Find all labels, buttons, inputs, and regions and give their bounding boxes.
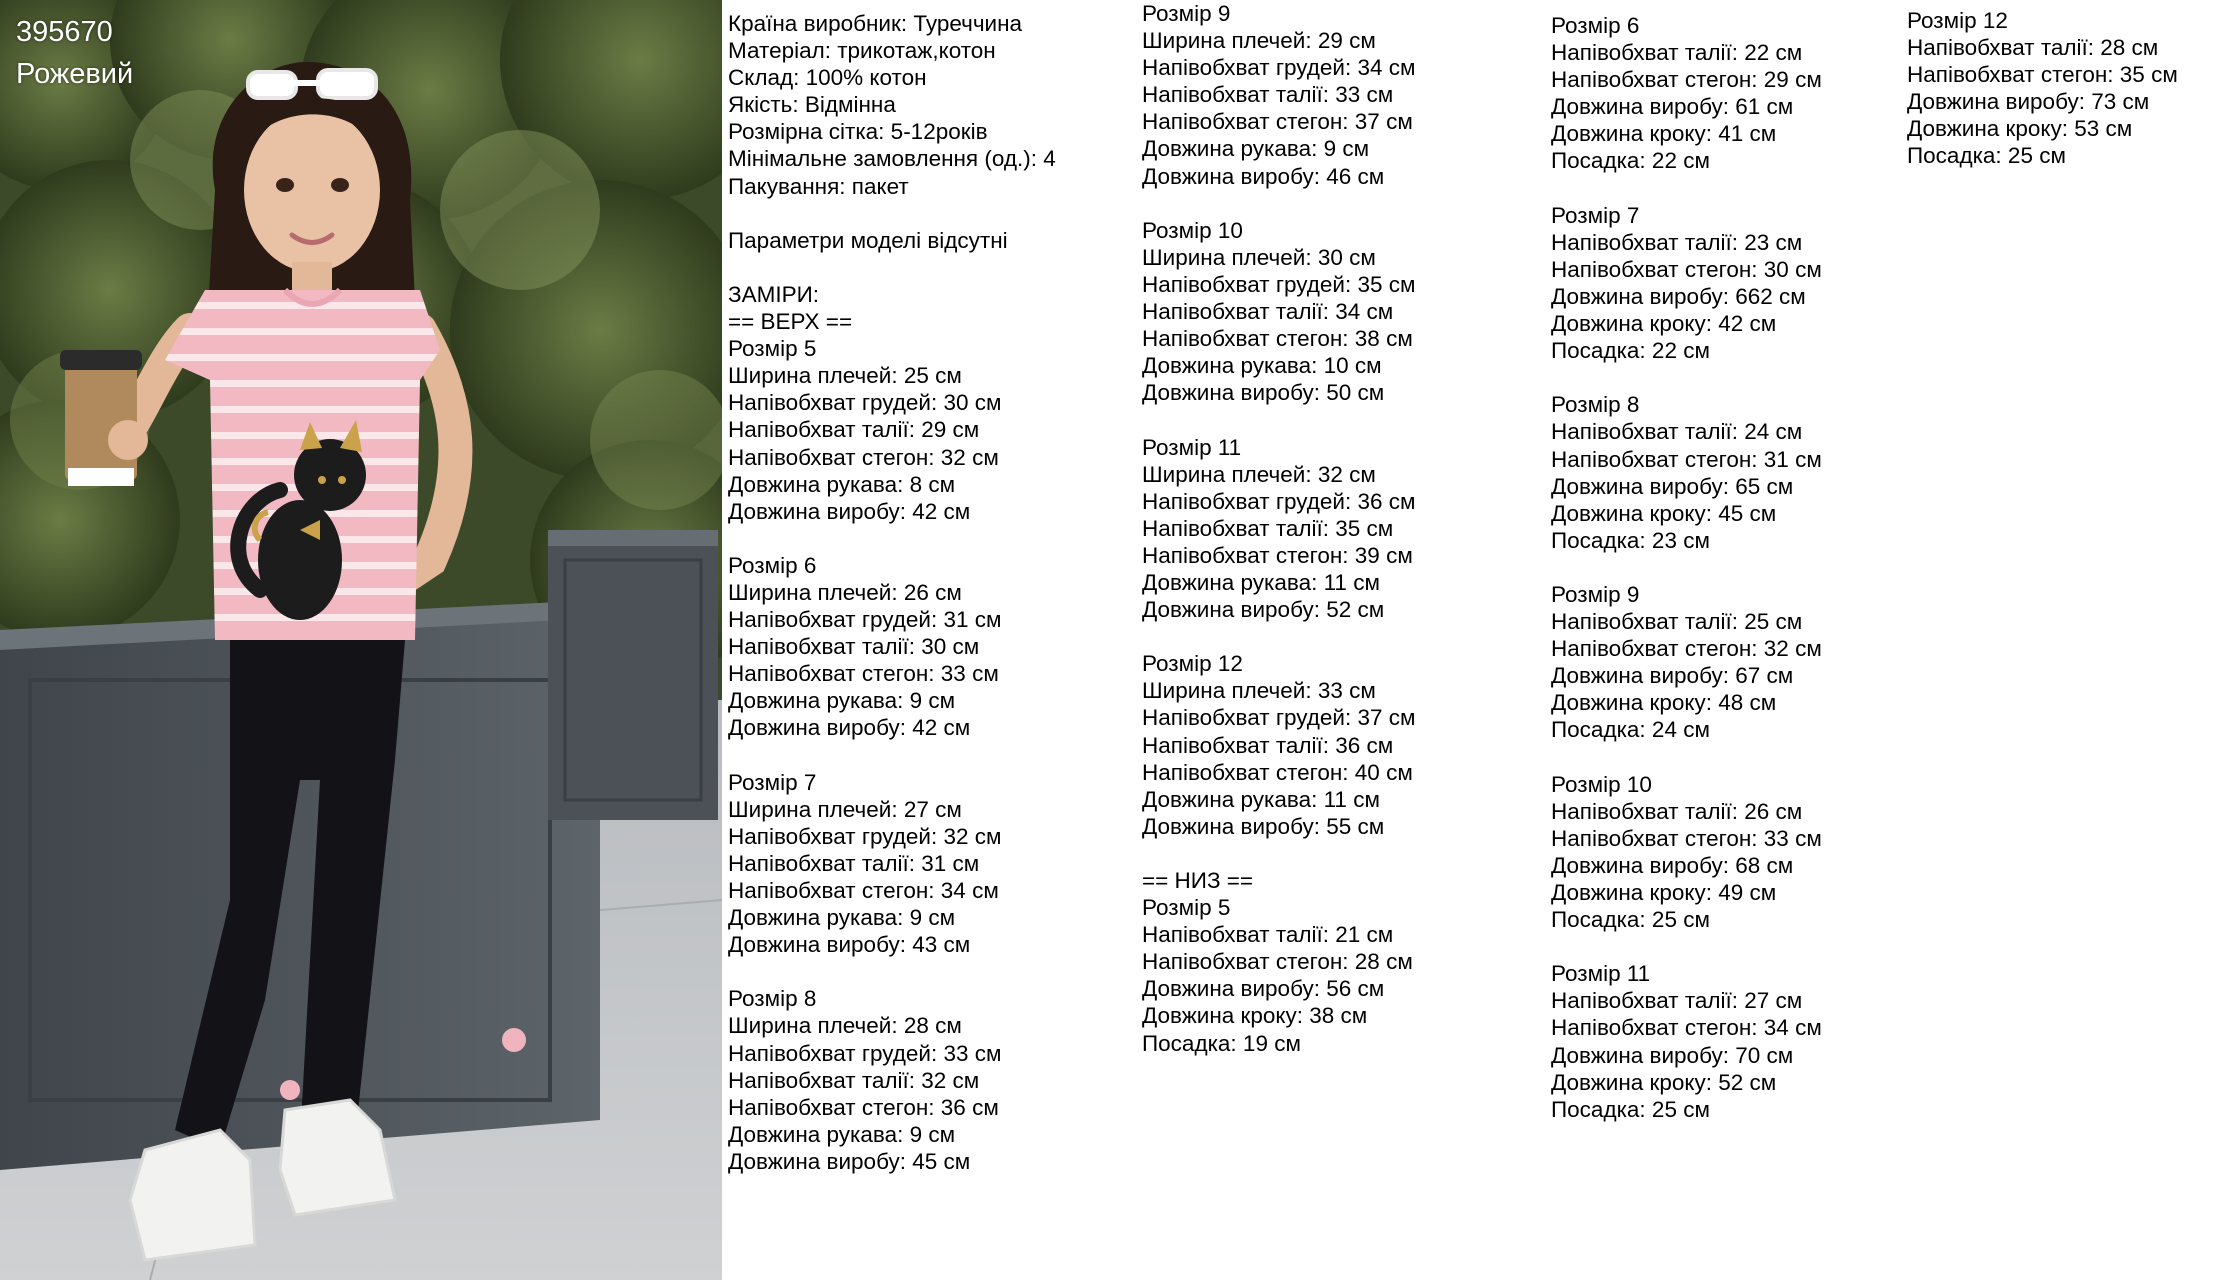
text-line: Напівобхват талії: 31 см: [728, 850, 980, 876]
text-line: Довжина рукава: 11 см: [1142, 786, 1380, 812]
text-line: Посадка: 24 см: [1551, 717, 1710, 743]
text-line: Розмір 5: [1142, 895, 1231, 921]
text-line: Ширина плечей: 27 см: [728, 796, 962, 822]
text-line: Розмір 9: [1551, 581, 1640, 607]
text-line: Довжина рукава: 9 см: [728, 905, 956, 931]
blank-line: [728, 958, 1056, 985]
text-line: Розмір 9: [1142, 1, 1231, 26]
text-line: Довжина рукава: 9 см: [1142, 136, 1370, 162]
text-line: Напівобхват стегон: 39 см: [1142, 542, 1413, 568]
text-line: Матеріал: трикотаж,котон: [728, 38, 996, 64]
text-line: Напівобхват талії: 21 см: [1142, 922, 1394, 948]
text-line: Довжина виробу: 42 см: [728, 498, 971, 524]
text-line: == НИЗ ==: [1142, 868, 1254, 893]
text-line: Розмір 12: [1142, 651, 1243, 677]
blank-line: [1551, 933, 1822, 960]
text-line: Довжина виробу: 43 см: [728, 932, 971, 958]
text-line: Напівобхват стегон: 28 см: [1142, 949, 1413, 975]
text-line: Напівобхват грудей: 34 см: [1142, 55, 1416, 81]
text-line: Ширина плечей: 25 см: [728, 363, 962, 389]
text-line: Довжина виробу: 61 см: [1551, 94, 1794, 120]
text-line: Розмір 5: [728, 336, 817, 362]
text-line: Розмір 7: [728, 769, 817, 795]
text-line: Розмір 12: [1907, 8, 2008, 33]
text-line: Довжина кроку: 42 см: [1551, 311, 1777, 337]
blank-line: [1551, 744, 1822, 771]
text-line: Склад: 100% котон: [728, 65, 927, 91]
text-line: Напівобхват талії: 27 см: [1551, 988, 1803, 1014]
blank-line: [1551, 554, 1822, 581]
text-line: Ширина плечей: 32 см: [1142, 461, 1376, 487]
text-line: Напівобхват талії: 33 см: [1142, 82, 1394, 108]
text-line: Країна виробник: Туреччина: [728, 11, 1023, 36]
text-line: Довжина виробу: 662 см: [1551, 283, 1806, 309]
blank-line: [728, 254, 1056, 281]
text-line: Напівобхват талії: 23 см: [1551, 229, 1803, 255]
text-line: Довжина кроку: 49 см: [1551, 880, 1777, 905]
text-line: Напівобхват грудей: 35 см: [1142, 271, 1416, 297]
text-line: Розмір 10: [1551, 771, 1652, 797]
text-line: Напівобхват грудей: 37 см: [1142, 705, 1416, 731]
text-line: Напівобхват талії: 34 см: [1142, 299, 1394, 325]
text-line: Ширина плечей: 33 см: [1142, 678, 1376, 704]
text-line: Довжина рукава: 9 см: [728, 688, 956, 714]
text-line: Пакування: пакет: [728, 173, 909, 199]
text-line: Ширина плечей: 29 см: [1142, 28, 1376, 54]
text-line: Напівобхват грудей: 32 см: [728, 823, 1002, 849]
text-line: Довжина виробу: 65 см: [1551, 473, 1794, 499]
text-line: Довжина виробу: 70 см: [1551, 1042, 1794, 1068]
text-line: == ВЕРХ ==: [728, 309, 853, 335]
text-line: Напівобхват грудей: 30 см: [728, 390, 1002, 416]
text-line: Розмір 8: [728, 986, 817, 1012]
text-line: Довжина кроку: 38 см: [1142, 1003, 1368, 1029]
text-line: Посадка: 22 см: [1551, 338, 1710, 364]
text-line: Довжина рукава: 11 см: [1142, 569, 1380, 595]
blank-line: [728, 200, 1056, 227]
measurements-column-2: [1142, 0, 1416, 1057]
text-line: Довжина рукава: 10 см: [1142, 353, 1382, 379]
blank-line: [728, 742, 1056, 769]
text-line: Напівобхват талії: 24 см: [1551, 419, 1803, 445]
text-line: Посадка: 23 см: [1551, 527, 1710, 553]
blank-line: [1142, 623, 1416, 650]
text-line: Довжина виробу: 67 см: [1551, 663, 1794, 689]
blank-line: [728, 525, 1056, 552]
text-line: Довжина рукава: 8 см: [728, 471, 956, 497]
text-line: Напівобхват грудей: 31 см: [728, 607, 1002, 633]
text-line: Довжина рукава: 9 см: [728, 1121, 956, 1147]
text-line: Розмір 11: [1142, 434, 1242, 460]
text-line: Напівобхват стегон: 38 см: [1142, 326, 1413, 352]
text-line: Напівобхват талії: 22 см: [1551, 40, 1803, 66]
text-line: Довжина виробу: 55 см: [1142, 813, 1385, 839]
text-line: Посадка: 19 см: [1142, 1030, 1301, 1056]
text-line: Посадка: 25 см: [1907, 143, 2066, 169]
text-line: Напівобхват стегон: 32 см: [1551, 636, 1822, 662]
text-line: Довжина виробу: 45 см: [728, 1148, 971, 1174]
text-line: Напівобхват стегон: 36 см: [728, 1094, 999, 1120]
text-line: Напівобхват стегон: 37 см: [1142, 109, 1413, 135]
text-line: Напівобхват стегон: 40 см: [1142, 759, 1413, 785]
blank-line: [1142, 840, 1416, 867]
text-line: Напівобхват грудей: 33 см: [728, 1040, 1002, 1066]
text-line: Ширина плечей: 30 см: [1142, 244, 1376, 270]
blank-line: [1142, 406, 1416, 433]
text-line: Розмір 10: [1142, 217, 1243, 243]
text-line: Напівобхват стегон: 30 см: [1551, 256, 1822, 282]
text-line: Довжина виробу: 73 см: [1907, 89, 2150, 115]
text-line: Посадка: 25 см: [1551, 1096, 1710, 1122]
text-line: Напівобхват стегон: 34 см: [728, 878, 999, 903]
blank-line: [1551, 364, 1822, 391]
text-line: Напівобхват талії: 28 см: [1907, 35, 2159, 61]
text-line: Напівобхват стегон: 32 см: [728, 444, 999, 470]
text-line: Довжина кроку: 52 см: [1551, 1069, 1777, 1095]
text-line: Розмір 6: [728, 552, 817, 578]
text-line: Параметри моделі відсутні: [728, 227, 1008, 253]
coffee-cup: [60, 350, 148, 486]
product-photo: [0, 0, 722, 1280]
text-line: Довжина кроку: 53 см: [1907, 116, 2133, 142]
text-line: ЗАМІРИ:: [728, 281, 820, 307]
planter-right: [548, 530, 718, 820]
text-line: Напівобхват талії: 35 см: [1142, 515, 1394, 541]
text-line: Довжина виробу: 50 см: [1142, 380, 1385, 406]
measurements-column-4: [1907, 7, 2178, 170]
text-line: Розмір 11: [1551, 961, 1651, 987]
blank-line: [1551, 175, 1822, 202]
text-line: Довжина виробу: 56 см: [1142, 976, 1385, 1002]
text-line: Якість: Відмінна: [728, 92, 896, 118]
text-line: Довжина виробу: 42 см: [728, 715, 971, 741]
text-line: Напівобхват талії: 26 см: [1551, 798, 1803, 824]
text-line: Напівобхват стегон: 33 см: [728, 661, 999, 687]
text-line: Довжина кроку: 48 см: [1551, 690, 1777, 716]
text-line: Посадка: 25 см: [1551, 907, 1710, 933]
text-line: Напівобхват талії: 32 см: [728, 1067, 980, 1093]
text-line: Напівобхват талії: 36 см: [1142, 732, 1394, 758]
text-line: Ширина плечей: 26 см: [728, 579, 962, 605]
text-line: Мінімальне замовлення (од.): 4: [728, 146, 1056, 172]
text-line: Довжина кроку: 41 см: [1551, 121, 1777, 147]
measurements-column-3: [1551, 12, 1822, 1123]
product-color-name: Рожевий: [16, 58, 134, 90]
text-line: Напівобхват стегон: 34 см: [1551, 1015, 1822, 1041]
text-line: Напівобхват стегон: 29 см: [1551, 67, 1822, 93]
text-line: Довжина виробу: 46 см: [1142, 163, 1385, 189]
text-line: Напівобхват талії: 30 см: [728, 634, 980, 660]
text-line: Розмір 8: [1551, 392, 1640, 418]
text-line: Розмір 7: [1551, 202, 1640, 228]
text-line: Напівобхват стегон: 31 см: [1551, 446, 1822, 472]
text-line: Розмірна сітка: 5-12років: [728, 119, 988, 145]
text-line: Розмір 6: [1551, 13, 1640, 38]
text-line: Ширина плечей: 28 см: [728, 1013, 962, 1039]
product-info-column: [728, 10, 1056, 1175]
text-line: Напівобхват талії: 25 см: [1551, 609, 1803, 635]
text-line: Довжина кроку: 45 см: [1551, 500, 1777, 526]
text-line: Напівобхват стегон: 33 см: [1551, 825, 1822, 851]
text-line: Напівобхват талії: 29 см: [728, 417, 980, 443]
text-line: Довжина виробу: 52 см: [1142, 597, 1385, 623]
blank-line: [1142, 190, 1416, 217]
product-photo-illustration: [0, 0, 722, 1280]
text-line: Напівобхват стегон: 35 см: [1907, 62, 2178, 88]
text-line: Напівобхват грудей: 36 см: [1142, 488, 1416, 514]
product-id: 395670: [16, 16, 113, 48]
text-line: Посадка: 22 см: [1551, 148, 1710, 174]
text-line: Довжина виробу: 68 см: [1551, 852, 1794, 878]
